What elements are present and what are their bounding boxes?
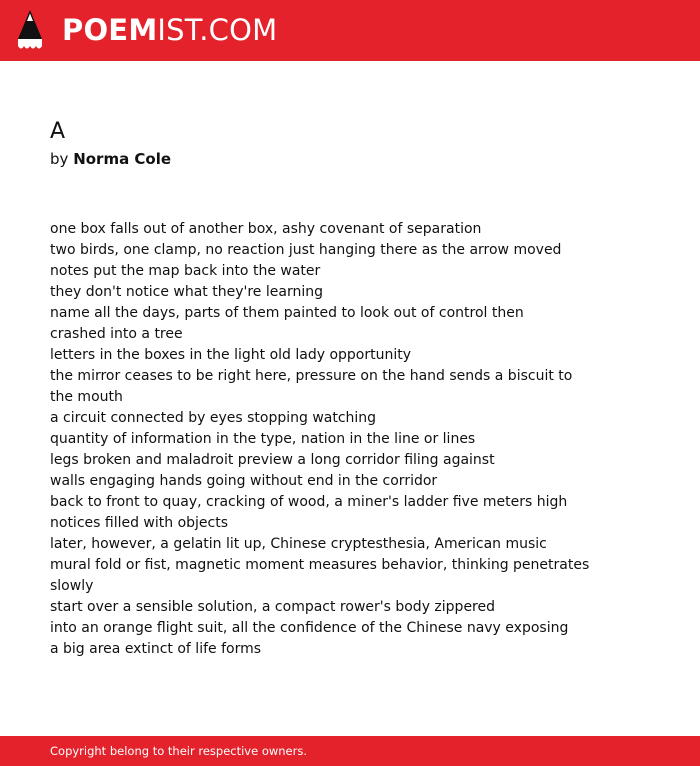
author-name[interactable]: Norma Cole xyxy=(73,150,172,168)
poem-line: the mirror ceases to be right here, pressure on the hand sends a biscuit to xyxy=(50,368,573,384)
poem-line: notes put the map back into the water xyxy=(50,263,321,279)
pencil-tip-icon[interactable] xyxy=(18,10,42,51)
poem-line: a big area extinct of life forms xyxy=(50,641,262,657)
poem-title: A xyxy=(50,119,66,144)
poem-line: quantity of information in the type, nation in the line or lines xyxy=(50,431,476,447)
site-header xyxy=(0,0,700,61)
poem-line: they don't notice what they're learning xyxy=(50,284,323,300)
site-footer xyxy=(0,736,700,766)
copyright-notice: Copyright belong to their respective owners. xyxy=(50,744,308,758)
poem-line: a circuit connected by eyes stopping watching xyxy=(50,410,377,426)
logo-light-part: IST.COM xyxy=(157,13,278,47)
site-logo[interactable] xyxy=(62,12,277,48)
poem-line: notices filled with objects xyxy=(50,515,229,531)
by-label: by xyxy=(50,150,69,168)
poem-line: into an orange flight suit, all the confidence of the Chinese navy exposing xyxy=(50,620,569,636)
poem-line: crashed into a tree xyxy=(50,326,183,342)
poem-line: later, however, a gelatin lit up, Chinese cryptesthesia, American music xyxy=(50,536,547,552)
byline xyxy=(50,149,171,169)
logo-bold-part: POEM xyxy=(62,13,158,47)
poem-line: back to front to quay, cracking of wood, a miner's ladder five meters high xyxy=(50,494,568,510)
poem-line: start over a sensible solution, a compact rower's body zippered xyxy=(50,599,496,615)
poem-body xyxy=(50,219,610,660)
poem-line: one box falls out of another box, ashy covenant of separation xyxy=(50,221,482,237)
poem-line: the mouth xyxy=(50,389,123,405)
poem-line: name all the days, parts of them painted to look out of control then xyxy=(50,305,524,321)
poem-line: walls engaging hands going without end in the corridor xyxy=(50,473,438,489)
poem-line: slowly xyxy=(50,578,94,594)
poem-line: two birds, one clamp, no reaction just hanging there as the arrow moved xyxy=(50,242,562,258)
poem-line: letters in the boxes in the light old lady opportunity xyxy=(50,347,412,363)
poem-line: mural fold or fist, magnetic moment measures behavior, thinking penetrates xyxy=(50,557,590,573)
poem-line: legs broken and maladroit preview a long corridor filing against xyxy=(50,452,495,468)
